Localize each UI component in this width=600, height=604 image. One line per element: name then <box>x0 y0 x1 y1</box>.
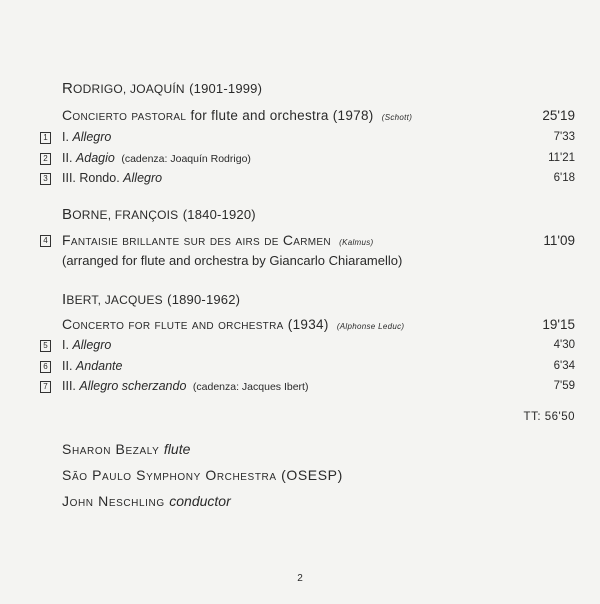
total-time: TT: 56'50 <box>523 411 575 423</box>
work-title-fantaisie: Fantaisie brillante sur des airs de Carmen (Kalmus) <box>62 232 374 248</box>
page-number: 2 <box>297 573 303 584</box>
work-title-concerto: Concerto for flute and orchestra (1934) (Alphonse Leduc) <box>62 316 405 332</box>
arrangement-note: (arranged for flute and orchestra by Giancarlo Chiaramello) <box>62 253 403 268</box>
track-number-box: 2 <box>40 153 51 165</box>
movement-6: II. Andante <box>62 359 123 373</box>
composer-ibert: IBERT, JACQUES (1890-1962) <box>62 291 241 308</box>
composer-dates: (1840-1920) <box>182 207 256 222</box>
movement-duration: 7'59 <box>553 380 575 392</box>
movement-duration: 4'30 <box>553 339 575 351</box>
composer-rodrigo: RODRIGO, JOAQUÍN (1901-1999) <box>62 80 263 97</box>
composer-borne: BORNE, FRANÇOIS (1840-1920) <box>62 206 256 223</box>
movement-2: II. Adagio (cadenza: Joaquín Rodrigo) <box>62 151 251 165</box>
performer-orchestra: São Paulo Symphony Orchestra (OSESP) <box>62 467 343 483</box>
work-duration: 11'09 <box>543 233 575 248</box>
movement-3: III. Rondo. Allegro <box>62 171 163 185</box>
movement-7: III. Allegro scherzando (cadenza: Jacques Ibert) <box>62 379 309 393</box>
movement-5: I. Allegro <box>62 338 112 352</box>
work-duration: 25'19 <box>542 108 575 123</box>
movement-1: I. Allegro <box>62 130 112 144</box>
movement-duration: 11'21 <box>548 152 575 164</box>
track-number-box: 1 <box>40 132 51 144</box>
track-number-box: 6 <box>40 361 51 373</box>
work-duration: 19'15 <box>542 317 575 332</box>
track-number-box: 3 <box>40 173 51 185</box>
track-number-box: 7 <box>40 381 51 393</box>
publisher: (Kalmus) <box>339 238 374 247</box>
publisher: (Alphonse Leduc) <box>336 322 405 331</box>
composer-dates: (1901-1999) <box>189 81 263 96</box>
track-number-box: 5 <box>40 340 51 352</box>
movement-duration: 6'34 <box>553 360 575 372</box>
track-number-box: 4 <box>40 235 51 247</box>
publisher: (Schott) <box>381 113 413 122</box>
movement-duration: 7'33 <box>553 131 575 143</box>
performer-conductor: John Neschling conductor <box>62 493 231 509</box>
performer-soloist: Sharon Bezaly flute <box>62 441 191 457</box>
movement-duration: 6'18 <box>553 172 575 184</box>
composer-dates: (1890-1962) <box>167 292 241 307</box>
work-title-concierto: Concierto pastoral for flute and orchestra (1978) (Schott) <box>62 107 413 123</box>
